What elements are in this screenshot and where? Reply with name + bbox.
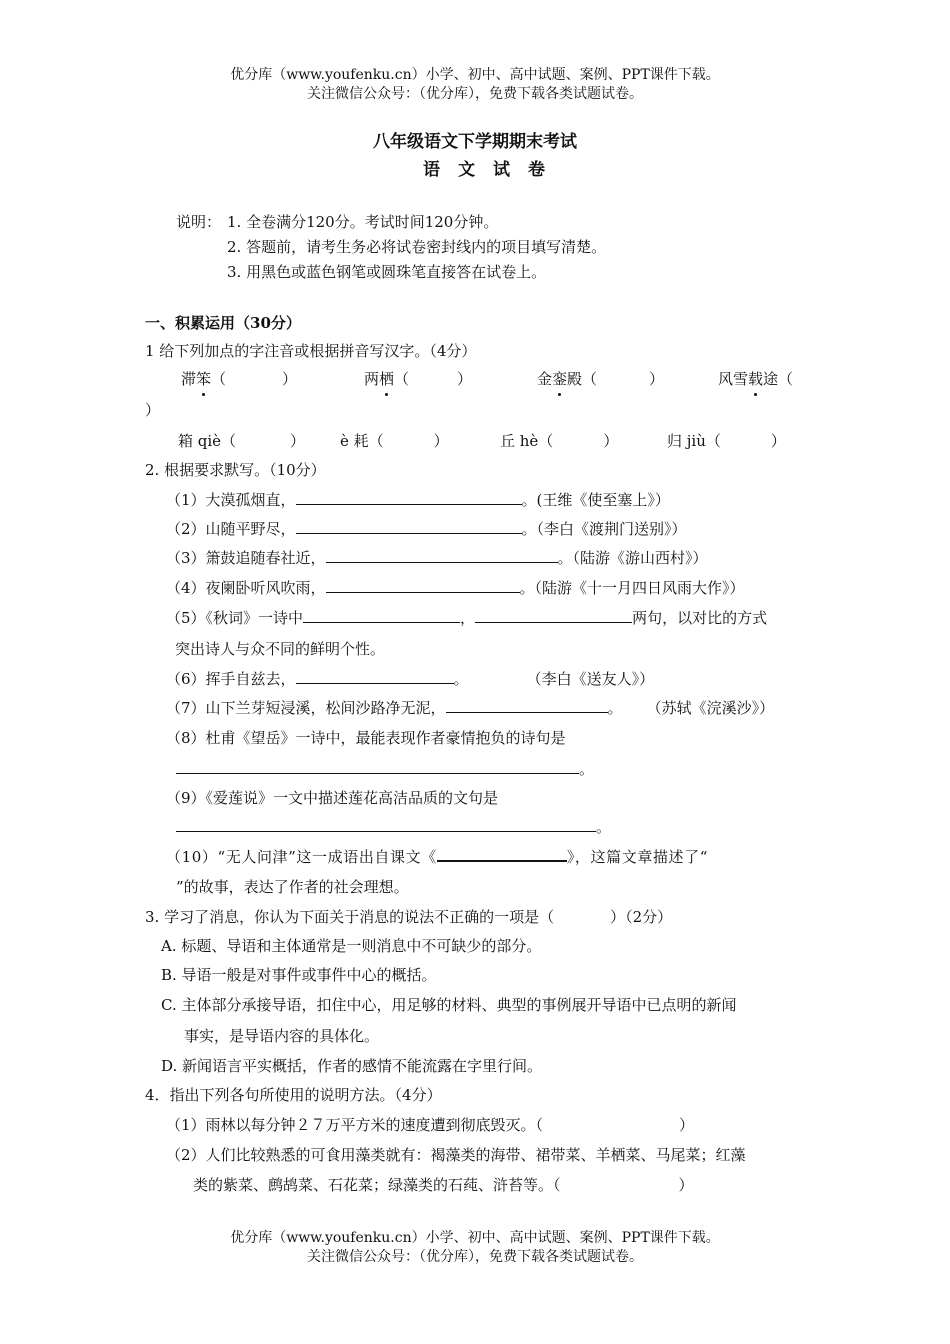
q4-item-2: （2）人们比较熟悉的可食用藻类就有：褐藻类的海带、裙带菜、羊栖菜、马尾菜；红藻	[166, 1146, 746, 1164]
answer-blank[interactable]	[296, 490, 522, 505]
q4-item-1: （1）雨林以每分钟２７万平方米的速度遭到彻底毁灭。（ ）	[166, 1116, 695, 1134]
q1-item-2: 两栖（ ）	[364, 370, 473, 388]
q2-line-8-answer: 。	[176, 758, 594, 779]
answer-blank[interactable]	[326, 578, 520, 593]
q2-line-8: （8）杜甫《望岳》一诗中，最能表现作者豪情抱负的诗句是	[166, 729, 566, 747]
q1-item-1: 滞笨（ ）	[181, 370, 298, 388]
q1-item-6: è 耗（ ）	[340, 432, 449, 450]
answer-blank[interactable]	[303, 608, 460, 623]
answer-blank[interactable]	[475, 608, 632, 623]
footer-line-1: 优分库（www.youfenku.cn）小学、初中、高中试题、案例、PPT课件下载。	[230, 1230, 720, 1246]
q1-item-5: 箱 qiè（ ）	[178, 432, 306, 450]
q2-line-9: （9）《爱莲说》一文中描述莲花高洁品质的文句是	[166, 789, 499, 807]
emphasis-dot-char: 銮	[552, 370, 568, 388]
q4-item-2-cont: 类的紫菜、鹧鸪菜、石花菜；绿藻类的石莼、浒苔等。（ ）	[193, 1176, 694, 1194]
q1-row1-wrap: ）	[145, 401, 161, 419]
q3-option-c: C. 主体部分承接导语，扣住中心，用足够的材料、典型的事例展开导语中已点明的新闻	[161, 996, 737, 1014]
q3-option-b: B. 导语一般是对事件或事件中心的概括。	[161, 966, 437, 984]
q2-line-3: （3）箫鼓追随春社近， 。（陆游《游山西村》）	[166, 549, 708, 567]
q2-line-5: （5）《秋词》一诗中 ， 两句，以对比的方式	[166, 609, 768, 627]
q2-line-9-answer: 。	[176, 816, 611, 837]
instruction-item-3: 3. 用黑色或蓝色钢笔或圆珠笔直接答在试卷上。	[227, 263, 547, 281]
instructions-lead: 说明：	[176, 213, 222, 231]
emphasis-dot-char: 载	[748, 370, 764, 388]
answer-blank[interactable]	[296, 519, 522, 534]
q3-option-c-cont: 事实，是导语内容的具体化。	[184, 1027, 380, 1045]
q2-line-1: （1）大漠孤烟直， 。(王维《使至塞上》）	[166, 491, 670, 509]
footer-line-2: 关注微信公众号：（优分库），免费下载各类试题试卷。	[307, 1249, 643, 1265]
answer-blank[interactable]	[437, 846, 567, 862]
q2-line-10: （10）“无人问津”这一成语出自课文《 》，这篇文章描述了“	[166, 848, 708, 866]
q2-line-7: （7）山下兰芽短浸溪，松间沙路净无泥， 。 （苏轼《浣溪沙》）	[166, 699, 775, 717]
answer-blank[interactable]	[326, 548, 558, 563]
q2-line-4: （4）夜阑卧听风吹雨， 。（陆游《十一月四日风雨大作》）	[166, 579, 745, 597]
q2-stem: 2. 根据要求默写。（10分）	[145, 461, 326, 479]
q1-item-3: 金銮殿（ ）	[537, 370, 665, 388]
instruction-item-1: 1. 全卷满分120分。考试时间120分钟。	[227, 213, 499, 231]
q2-line-6: （6）挥手自兹去， 。 （李白《送友人》）	[166, 670, 655, 688]
instruction-item-2: 2. 答题前，请考生务必将试卷密封线内的项目填写清楚。	[227, 238, 607, 256]
q3-option-d: D. 新闻语言平实概括，作者的感情不能流露在字里行间。	[161, 1057, 543, 1075]
emphasis-dot-char: 栖	[379, 370, 395, 388]
q4-stem: 4．指出下列各句所使用的说明方法。（4分）	[145, 1086, 442, 1104]
answer-blank[interactable]	[296, 669, 454, 684]
q2-line-5-cont: 突出诗人与众不同的鲜明个性。	[175, 640, 386, 658]
exam-subtitle: 语文试卷	[423, 160, 563, 180]
q2-line-10-cont: ”的故事，表达了作者的社会理想。	[176, 878, 409, 896]
q1-item-4: 风雪载途（	[718, 370, 794, 388]
q1-item-7: 丘 hè（ ）	[500, 432, 619, 450]
q1-stem: 1 给下列加点的字注音或根据拼音写汉字。（4分）	[145, 342, 477, 360]
answer-blank[interactable]	[176, 817, 596, 832]
header-line-1: 优分库（www.youfenku.cn）小学、初中、高中试题、案例、PPT课件下载。	[230, 67, 720, 83]
section-1-title: 一、积累运用（30分）	[145, 314, 301, 332]
header-line-2: 关注微信公众号：（优分库），免费下载各类试题试卷。	[307, 86, 643, 102]
q3-option-a: A. 标题、导语和主体通常是一则消息中不可缺少的部分。	[161, 937, 542, 955]
q1-item-8: 归 jiù（ ）	[667, 432, 786, 450]
answer-blank[interactable]	[446, 698, 608, 713]
exam-title: 八年级语文下学期期末考试	[373, 132, 577, 152]
answer-blank[interactable]	[176, 759, 579, 774]
emphasis-dot-char: 笨	[196, 370, 212, 388]
q3-stem: 3. 学习了消息，你认为下面关于消息的说法不正确的一项是（ ）（2分）	[145, 908, 673, 926]
q2-line-2: （2）山随平野尽， 。（李白《渡荆门送别》）	[166, 520, 687, 538]
